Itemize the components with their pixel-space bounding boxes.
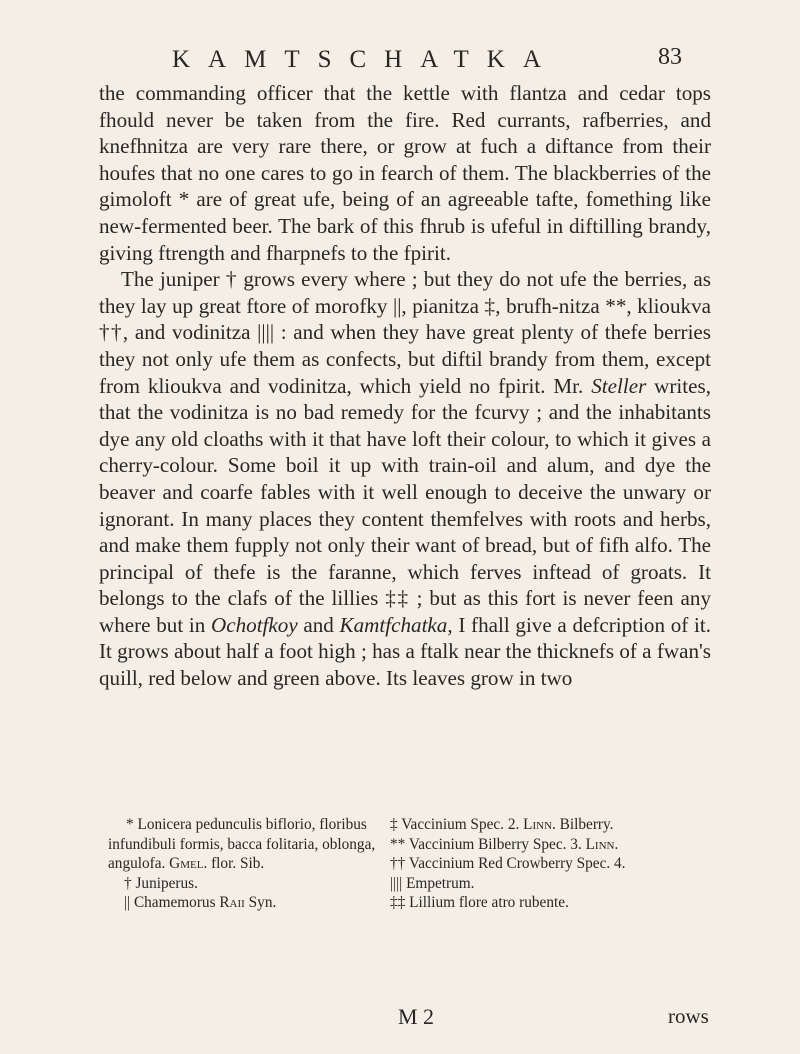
paragraph-2 [99, 266, 711, 692]
footnote-chamemorus-source: Syn. [244, 894, 277, 911]
running-title: KAMTSCHATKA [172, 46, 559, 73]
footnotes-right-column [390, 815, 720, 913]
paragraph-1: the commanding officer that the kettle with flantza and cedar tops fhould never be taken from the fire. Red currants, rafberries, and knefhnitza are very rare there, or grow at fuch a diftance from their houfes that no one cares to go in fearch of them. The blackberries of the gimoloft * are of great ufe, being of an agreeable tafte, fomething like new-fermented beer. The bark of this fhrub is ufeful in diftilling brandy, giving ftrength and fharpnefs to the fpirit. [99, 81, 711, 265]
footnote-lonicera-source: flor. Sib. [207, 855, 265, 872]
footnote-lillium: ‡‡ Lillium flore atro rubente. [390, 894, 569, 911]
footnote-lonicera [108, 815, 376, 874]
footnote-vaccinium-2 [390, 815, 720, 835]
footnotes-left-column [108, 815, 376, 913]
paragraph-2-part-c: , I fhall give a defcription of it. It grows about half a foot high ; has a ftalk near the thicknefs of a fwan's quill, red below and green above. Its leaves grow in two [99, 612, 711, 691]
paragraph-2-part-a: The juniper † grows every where ; but they do not ufe the berries, as they lay up great ftore of morofky ||, pianitza ‡, brufh-nitza **, klioukva ††, and vodinitza |||| : and when they have great plenty of thefe berries they not only ufe them as confects, but diftil brandy from them, except from klioukva and vodinitza, which yield no fpirit. Mr. [99, 267, 711, 398]
catchword: rows [668, 1004, 709, 1028]
paragraph-2-part-b: writes, that the vodinitza is no bad remedy for the fcurvy ; and the inhabitants dye any old cloaths with it that have loft their colour, to which it gives a cherry-colour. Some boil it up with train-oil and alum, and dye the beaver and coarfe fables with it well enough to deceive the unwary or ignorant. In many places they content themfelves with roots and herbs, and make them fupply not only their want of bread, but of fifh alfo. The principal of thefe is the faranne, which ferves inftead of groats. It belongs to the clafs of the lillies ‡‡ ; but as this fort is never feen any where but in [99, 373, 711, 637]
footnote-author-linn: Linn. [523, 816, 556, 833]
footnote-vaccinium-3 [390, 835, 720, 855]
footnote-vaccinium-3-text: ** Vaccinium Bilberry Spec. 3. [390, 835, 586, 853]
footnote-vaccinium-4: †† Vaccinium Red Crowberry Spec. 4. [390, 855, 626, 872]
paragraph-2-and: and [297, 612, 340, 637]
footnote-vaccinium-2-name: Bilberry. [555, 816, 614, 833]
footnote-author-linn-2: Linn. [585, 835, 619, 853]
footnote-chamemorus-text: || Chamemorus [124, 894, 220, 911]
footnote-empetrum: |||| Empetrum. [390, 874, 475, 892]
footnote-author-raii: Raii [219, 894, 245, 911]
place-ochotskoy: Ochotfkoy [211, 612, 298, 637]
name-steller: Steller [591, 373, 647, 398]
footnote-lonicera-text: * Lonicera pedunculis biflorio, floribus infundibuli formis, bacca folitaria, oblonga, angulofa. [108, 816, 376, 872]
body-text [99, 80, 711, 692]
page-number: 83 [658, 44, 682, 70]
footnote-chamemorus [108, 893, 376, 913]
signature-mark: M 2 [398, 1004, 435, 1029]
footnote-vaccinium-2-text: ‡ Vaccinium Spec. 2. [390, 816, 524, 833]
place-kamtschatka: Kamtfchatka [339, 612, 448, 637]
footnote-author-gmel: Gmel. [169, 855, 208, 872]
footnote-juniperus: † Juniperus. [124, 874, 198, 892]
